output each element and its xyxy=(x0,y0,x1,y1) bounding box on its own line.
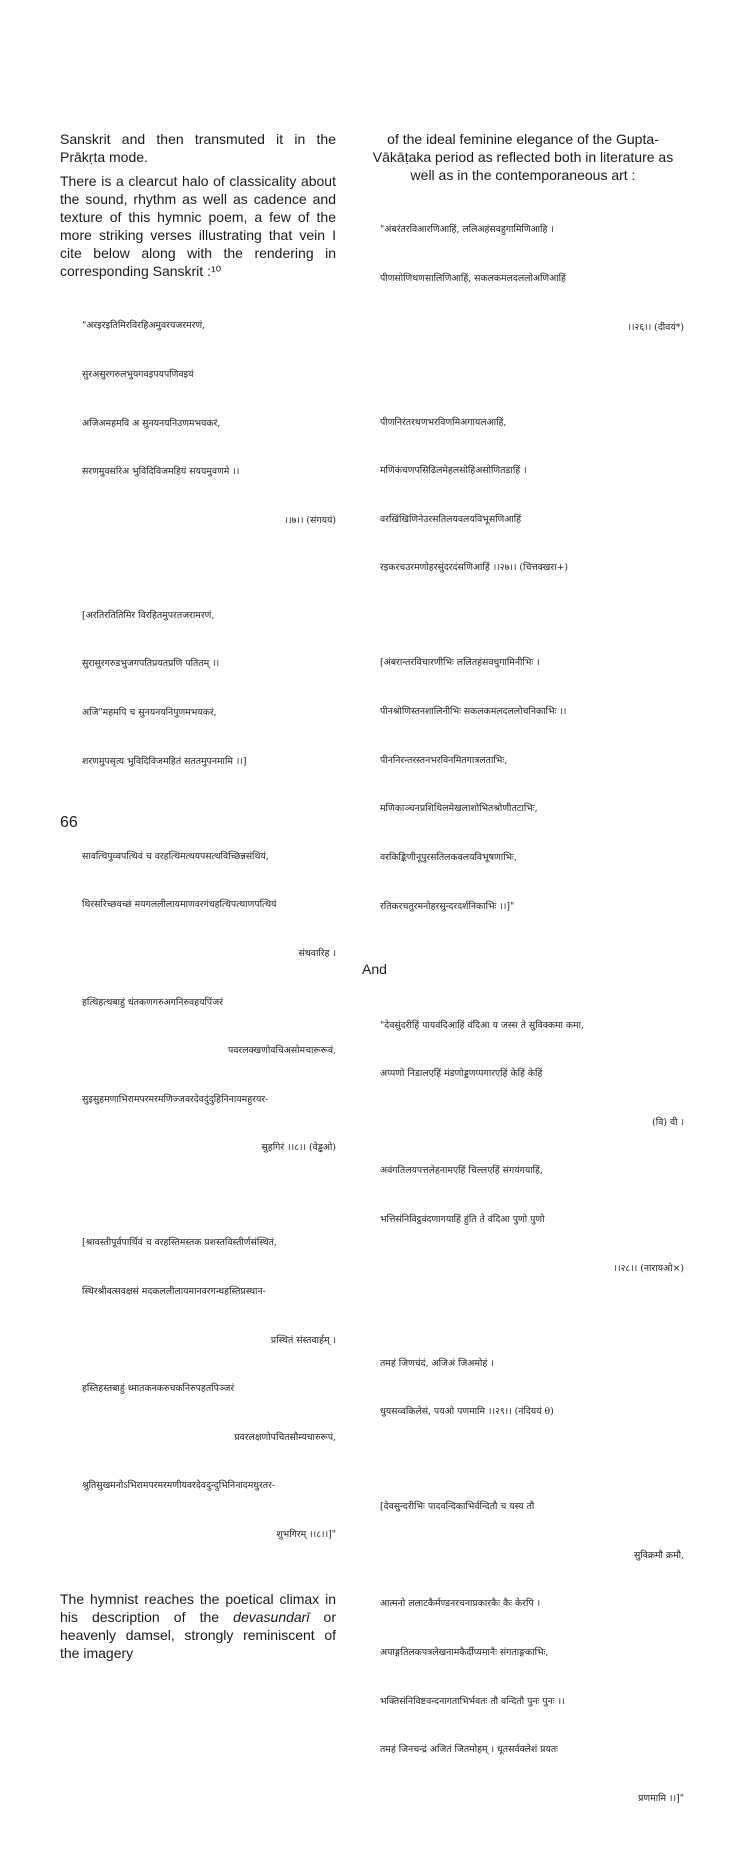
verse-line: अप्पणो निडालएहिं मंडणोड्डणप्पगारएहिं केहिं केहिं xyxy=(380,1068,543,1080)
verse-line: आत्मनो ललाटकैर्मण्डनरचनाप्रकारकैः कैः केरपि । xyxy=(380,1598,541,1610)
verse-line: अजिअमहमवि अ सुनयनयनिउणमभयकरं, xyxy=(82,417,221,429)
verse-line: सुइसुहमणाभिरामपरमरमणिज्जवरदेवदुंदुहिनिनायमहुरयर- xyxy=(82,1093,269,1105)
verse-line: [श्रावस्तीपूर्वपार्थिवं च वरहस्तिमस्तक प्रशस्तविस्तीर्णसंस्थितं, xyxy=(82,1237,277,1249)
verse-line: "अंबरंतरविआरणिआहिं, ललिअहंसवहुगामिणिआहि । xyxy=(380,224,554,236)
verse-29-prakrit xyxy=(380,1323,684,1453)
verse-number: ।।७।। (संगययं) xyxy=(284,514,336,526)
verse-line: "अरइरइतिमिरविरहिअमुवरयजरमरणं, xyxy=(82,320,206,332)
verse-line: सुरासुरगरुडभुजगपतिप्रयतप्रणि पतितम् ।। xyxy=(82,658,220,670)
verse-line: [अरतिरतितिमिर विरहितमुपरतजरामरणं, xyxy=(82,609,215,621)
verse-line: सरणमुवसरिअ भुविदिविजमहियं सययमुवणमे ।। xyxy=(82,466,240,478)
verse-26-prakrit xyxy=(380,190,684,368)
verse-line: वरकिङ्किणीनूपुरसतिलकवलयविभूषणाभिः, xyxy=(380,851,517,863)
page-number: 66 xyxy=(60,814,78,831)
verse-line: थिरसरिच्छवच्छं मयगललीलायमाणवरगंधहत्थिपत्थाणपत्थियं xyxy=(82,899,277,911)
verse-line: तमहं जिनचन्द्रं अजितं जितमोहम् । धूतसर्वक्लेशं प्रयतः xyxy=(380,1744,559,1756)
verse-line: (वि) वी । xyxy=(652,1116,684,1128)
verse-line: भक्तिसंनिविष्टवन्दनागताभिर्भवतः तौ वन्दितौ पुनः पुनः ।। xyxy=(380,1695,565,1707)
left-column xyxy=(60,130,336,1668)
verse-line: अपाङ्गतिलकपत्रलेखनामकैर्दीप्यमानैः संगताङ्गकाभिः, xyxy=(380,1647,549,1659)
verse-26-27-sanskrit xyxy=(380,623,684,947)
verse-line: [देवसुन्दरीभिः पादवन्दिकाभिर्वन्दितौ च यस्य तौ xyxy=(380,1501,535,1513)
verse-line: प्रणमामि ।।]" xyxy=(638,1792,684,1804)
verse-line: स्थिरश्रीवत्सवक्षसं मदकललीलायमानवरगन्धहस्तिप्रस्थान- xyxy=(82,1285,266,1297)
verse-line: अजि"महमपि च सुनयनयनिपुणमभयकरं, xyxy=(82,707,217,719)
verse-line: रइकरचउरमणोहरसुंदरदंसणिआहिं ।।२७।। (चित्तक्खरा+) xyxy=(380,562,569,574)
verse-7-sanskrit xyxy=(82,575,336,802)
verse-line: श्रुतिसुखमनोऽभिरामपरमरमणीयवरदेवदुन्दुभिनिनादमधुरतर- xyxy=(82,1480,276,1492)
verse-line: "देवसुंदरीहिं पायवंदिआहिं वंदिआ य जस्स ते सुविक्कमा कमा, xyxy=(380,1019,584,1031)
verse-line: रतिकरचतुरमनोहरसुन्दरदर्शनिकाभिः ।।]" xyxy=(380,900,515,912)
verse-line: सुविक्रमौ क्रमौ, xyxy=(634,1549,684,1561)
verse-line: अवंगतिलयपत्तलेहनामएहिं चिल्लएहिं संगयंगयाहिं, xyxy=(380,1165,543,1177)
verse-line: मणिकंचणपसिढिलमेहलसोहिअसोणितडाहिं । xyxy=(380,465,527,477)
verse-line: प्रवरलक्षणोपचितसौम्यचारुरूपं, xyxy=(234,1431,336,1443)
verse-line: हस्तिहस्तबाहुं ध्मातकनकरुचकनिरुपहतपिञ्जरं xyxy=(82,1383,235,1395)
paragraph-gupta: of the ideal feminine elegance of the Gupta-Vākāṭaka period as reflected both in literature as well as in the contemporaneous art : xyxy=(372,131,674,183)
verse-line: हत्थिहत्थबाहुं धंतकणगरुअगनिरुवहयपिंजरं xyxy=(82,996,223,1008)
paragraph-continuation: Sanskrit and then transmuted it in the Prākṛta mode. xyxy=(60,131,336,165)
verse-line: प्रस्थितं संस्तवार्हम् । xyxy=(270,1334,336,1346)
right-column xyxy=(362,130,684,1854)
verse-line: संथवारिह । xyxy=(298,947,336,959)
verse-line: पीणसोणिथणसालिणिआहिं, सकलकमलदललोअणिआहिं xyxy=(380,273,566,285)
verse-line: धुयसव्वकिलेसं, पयओ पणमामि ।।२९।। (नंदिययं θ) xyxy=(380,1406,554,1418)
verse-8-sanskrit xyxy=(82,1203,336,1576)
connector-and: And xyxy=(362,961,387,978)
verse-line: शुभगिरम् ।।८।।]" xyxy=(276,1529,336,1541)
verse-line: मणिकाञ्चनप्रशिथिलमेखलाशोभितश्रोणीतटाभिः, xyxy=(380,803,538,815)
verse-line: भत्तिसंनिविट्ठवंदणागयाहिं हुंति ते वंदिआ पुणो पुणो xyxy=(380,1213,545,1225)
verse-number: ।।२६।। (दीवयं*) xyxy=(627,321,684,333)
verse-line: वरखिंखिणिनेउरसतिलयवलयविभूसणिआहिं xyxy=(380,513,522,525)
verse-line: पीणनिरंतरथणभरविणमिअगायलआहिं, xyxy=(380,416,507,428)
verse-line: पीनश्रोणिस्तनशालिनीभिः सकलकमलदललोचनिकाभिः ।। xyxy=(380,706,567,718)
verse-28-prakrit xyxy=(380,985,684,1309)
paragraph-climax: The hymnist reaches the poetical climax in his description of the devasundarī or heavenly damsel, strongly reminiscent of the imagery xyxy=(60,1590,337,1661)
verse-number: ।।२८।। (नारायओ×) xyxy=(613,1262,684,1274)
verse-line: शरणमुपसृत्य भुविदिविजमहितं सततमुपनमामि ।।] xyxy=(82,755,247,767)
paragraph-classicality: There is a clearcut halo of classicality about the sound, rhythm as well as cadence and texture of this hymnic poem, a few of the more striking verses illustrating that vein I cite below along with the rendering in corresponding Sanskrit :¹⁰ xyxy=(60,173,336,279)
verse-28-29-sanskrit xyxy=(380,1467,684,1840)
verse-line: सावत्थिपुव्वपत्थिवं च वरहत्थिमत्थयपसत्थविच्छिन्नसंथियं, xyxy=(82,850,269,862)
verse-line: [अंबरान्तरविचारणीभिः ललितहंसवधुगामिनीभिः । xyxy=(380,657,540,669)
verse-number: सुहगिरं ।।८।। (वेड्ढओ) xyxy=(261,1142,336,1154)
verse-line: सुरअसुरगरुलभुयगवइपयपणिवइयं xyxy=(82,369,194,381)
verse-line: तमहं जिणचंदं, अजिअं जिअमोहं । xyxy=(380,1357,494,1369)
verse-line: पीननिरन्तरस्तनभरविनमितगात्रलताभिः, xyxy=(380,754,508,766)
verse-27-prakrit xyxy=(380,382,684,609)
verse-8-prakrit xyxy=(82,816,336,1189)
verse-line: पवरलक्खणोवचिअसोमचारूरूवं, xyxy=(227,1045,336,1057)
verse-7-prakrit xyxy=(82,286,336,561)
